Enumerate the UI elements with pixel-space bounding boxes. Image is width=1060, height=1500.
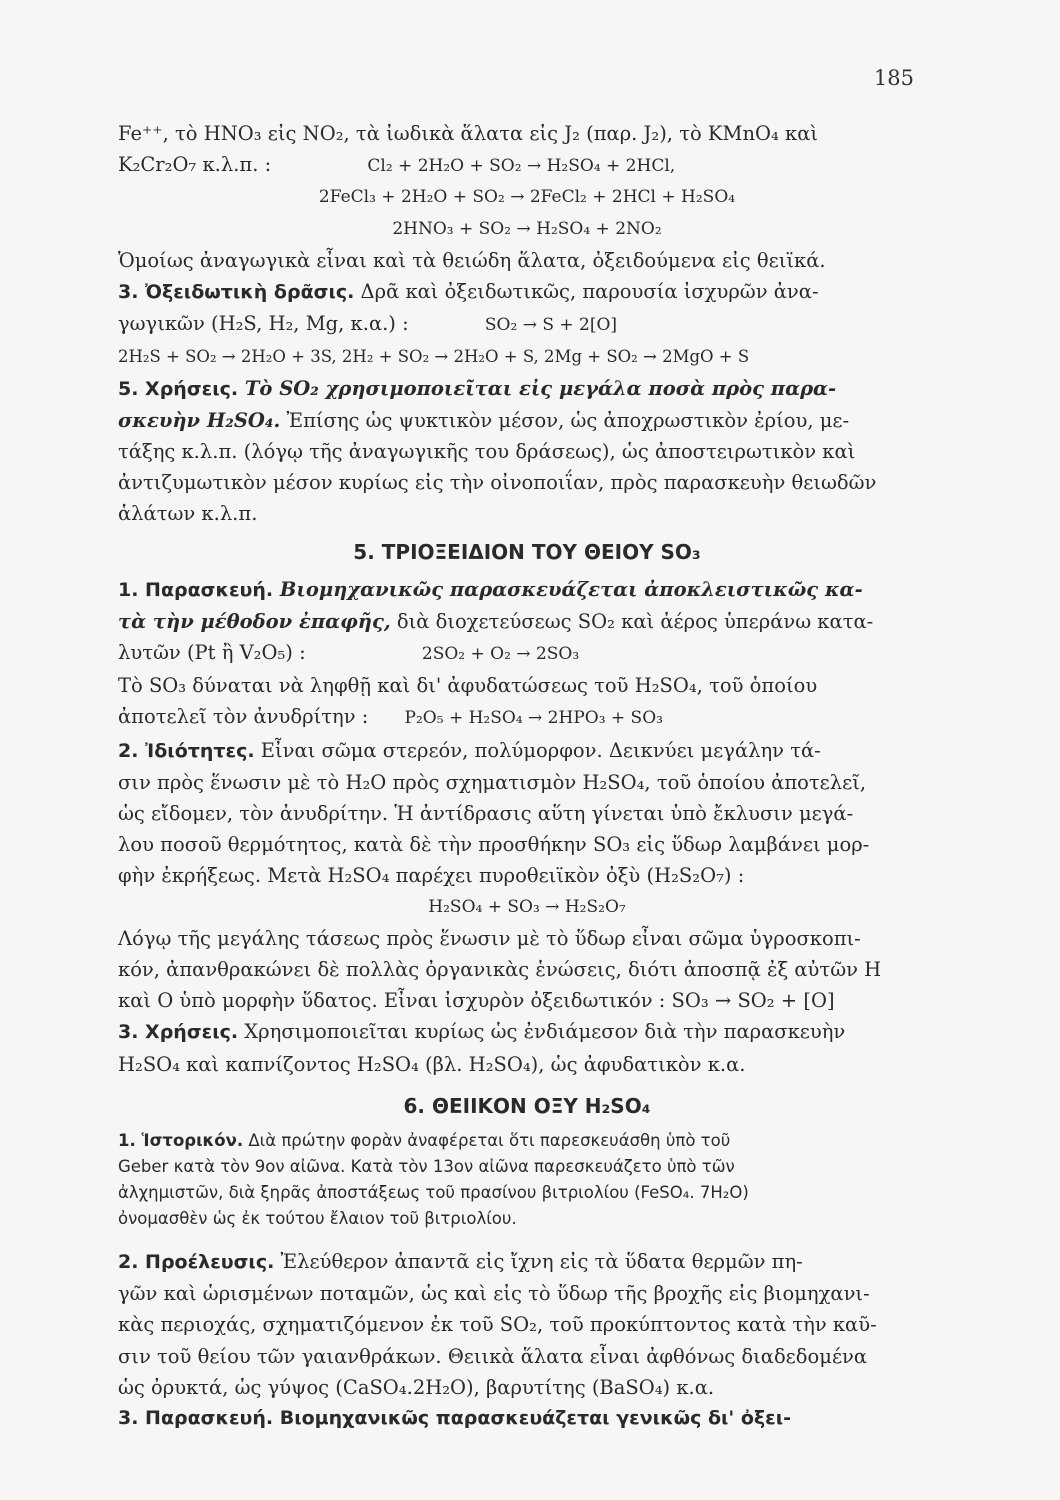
text-line [118, 574, 936, 606]
text-span: διὰ διοχετεύσεως SO₂ καὶ ἀέρος ὑπεράνω κατα- [390, 609, 874, 633]
text-line [118, 701, 936, 734]
equation: 2FeCl₃ + 2H₂O + SO₂ → 2FeCl₂ + 2HCl + H₂SO₄ [318, 187, 736, 208]
page-body [118, 118, 936, 1434]
text-span: γωγικῶν (H₂S, H₂, Mg, κ.α.) : [118, 312, 409, 336]
equation: SO₂ → S + 2[O] [484, 315, 618, 336]
text-span: K₂Cr₂O₇ κ.λ.π. : [118, 153, 272, 177]
spacer [118, 1232, 936, 1246]
text-span: Ἐπίσης ὡς ψυκτικὸν μέσον, ὡς ἀποχρωστικὸν ἐρίου, με- [280, 408, 850, 432]
text-line [118, 1128, 936, 1154]
text-line: ὡς ὀρυκτά, ὡς γύψος (CaSO₄.2H₂O), βαρυτίτης (BaSO₄) κ.α. [118, 1375, 715, 1399]
text-line: ἀντιζυμωτικὸν μέσον κυρίως εἰς τὴν οἰνοποιΐαν, πρὸς παρασκευὴν θειωδῶν [118, 471, 877, 495]
text-span: λυτῶν (Pt ἢ V₂O₅) : [118, 641, 306, 665]
text-line: σιν πρὸς ἕνωσιν μὲ τὸ H₂O πρὸς σχηματισμὸν H₂SO₄, τοῦ ὁποίου ἀποτελεῖ, [118, 770, 867, 794]
equation: 2HNO₃ + SO₂ → H₂SO₄ + 2NO₂ [392, 218, 662, 239]
page-number: 185 [873, 66, 914, 90]
equation: H₂SO₄ + SO₃ → H₂S₂O₇ [428, 896, 626, 917]
emphasis-text: τὰ τὴν μέθοδον ἐπαφῆς, [118, 609, 391, 633]
section-heading: 3. Παρασκευή. Βιομηχανικῶς παρασκευάζεται γενικῶς δι' ὀξει- [118, 1406, 791, 1429]
text-line: Ὁμοίως ἀναγωγικὰ εἶναι καὶ τὰ θειώδη ἅλατα, ὀξειδούμενα εἰς θειϊκά. [118, 248, 826, 272]
text-line: H₂SO₄ καὶ καπνίζοντος H₂SO₄ (βλ. H₂SO₄), ὡς ἀφυδατικὸν κ.α. [118, 1052, 746, 1076]
equation: 2SO₂ + O₂ → 2SO₃ [421, 644, 580, 665]
text-line: κόν, ἀπανθρακώνει δὲ πολλὰς ὀργανικὰς ἑνώσεις, διότι ἀποσπᾷ ἐξ αὐτῶν H [118, 958, 882, 982]
text-line: λου ποσοῦ θερμότητος, κατὰ δὲ τὴν προσθήκην SO₃ εἰς ὕδωρ λαμβάνει μορ- [118, 833, 870, 857]
emphasis-text: Βιομηχανικῶς παρασκευάζεται ἀποκλειστικῶς κα- [273, 577, 863, 601]
text-line: κὰς περιοχάς, σχηματιζόμενον ἐκ τοῦ SO₂, τοῦ προκύπτοντος κατὰ τὴν καῦ- [118, 1313, 877, 1337]
text-line: Geber κατὰ τὸν 9ον αἰῶνα. Κατὰ τὸν 13ον αἰῶνα παρεσκευάζετο ὑπὸ τῶν [118, 1156, 735, 1176]
equation-line: 2H₂S + SO₂ → 2H₂O + 3S, 2H₂ + SO₂ → 2H₂O + S, 2Mg + SO₂ → 2MgO + S [118, 347, 750, 367]
text-line [118, 1016, 936, 1048]
text-span: Δρᾶ καὶ ὀξειδωτικῶς, παρουσία ἰσχυρῶν ἀνα- [354, 280, 819, 304]
equation: Cl₂ + 2H₂O + SO₂ → H₂SO₄ + 2HCl, [367, 156, 676, 177]
text-line: γῶν καὶ ὡρισμένων ποταμῶν, ὡς καὶ εἰς τὸ ὕδωρ τῆς βροχῆς εἰς βιομηχανι- [118, 1282, 870, 1306]
section-heading: 2. Προέλευσις. [118, 1250, 275, 1273]
text-line: Fe⁺⁺, τὸ HNO₃ εἰς NO₂, τὰ ἰωδικὰ ἅλατα εἰς J₂ (παρ. J₂), τὸ KMnO₄ καὶ [118, 122, 819, 145]
text-line: ἀλχημιστῶν, διὰ ξηρᾶς ἀποστάξεως τοῦ πρασίνου βιτριολίου (FeSO₄. 7H₂O) [118, 1182, 749, 1202]
text-line [118, 735, 936, 767]
text-line [118, 637, 936, 670]
text-line: Λόγῳ τῆς μεγάλης τάσεως πρὸς ἕνωσιν μὲ τὸ ὕδωρ εἶναι σῶμα ὑγροσκοπι- [118, 926, 861, 950]
text-line [118, 1246, 936, 1278]
text-span: ἀποτελεῖ τὸν ἀνυδρίτην : [118, 705, 369, 729]
text-line [118, 405, 936, 436]
chapter-heading-so3: 5. ΤΡΙΟΞΕΙΔΙΟΝ ΤΟΥ ΘΕΙΟΥ SO₃ [353, 539, 701, 564]
text-span: Διὰ πρώτην φορὰν ἀναφέρεται ὅτι παρεσκευάσθη ὑπὸ τοῦ [243, 1130, 731, 1150]
text-line: ὀνομασθὲν ὡς ἐκ τούτου ἔλαιον τοῦ βιτριολίου. [118, 1208, 517, 1228]
section-heading: 2. Ἰδιότητες. [118, 739, 255, 762]
text-line: ἁλάτων κ.λ.π. [118, 502, 258, 526]
text-line: Τὸ SO₃ δύναται νὰ ληφθῇ καὶ δι' ἀφυδατώσεως τοῦ H₂SO₄, τοῦ ὁποίου [118, 674, 818, 698]
equation: P₂O₅ + H₂SO₄ → 2HPO₃ + SO₃ [404, 708, 663, 729]
text-line [118, 149, 936, 182]
section-heading: 1. Παρασκευή. [118, 578, 274, 601]
section-heading: 5. Χρήσεις. [118, 377, 239, 400]
chapter-heading-h2so4: 6. ΘΕΙΙΚΟΝ ΟΞΥ H₂SO₄ [403, 1093, 651, 1118]
text-line: σιν τοῦ θείου τῶν γαιανθράκων. Θειικὰ ἅλατα εἶναι ἀφθόνως διαδεδομένα [118, 1344, 868, 1368]
section-heading: 1. Ἱστορικόν. [118, 1130, 244, 1150]
text-line [118, 308, 936, 341]
text-line: τάξης κ.λ.π. (λόγῳ τῆς ἀναγωγικῆς του δράσεως), ὡς ἀποστειρωτικὸν καὶ [118, 440, 856, 464]
text-line: καὶ O ὑπὸ μορφὴν ὕδατος. Εἶναι ἰσχυρὸν ὀξειδωτικόν : SO₃ → SO₂ + [O] [118, 989, 835, 1013]
text-line [118, 606, 936, 637]
text-line: φὴν ἐκρήξεως. Μετὰ H₂SO₄ παρέχει πυροθειϊκὸν ὀξὺ (H₂S₂O₇) : [118, 864, 745, 888]
text-span: Ἐλεύθερον ἀπαντᾶ εἰς ἴχνη εἰς τὰ ὕδατα θερμῶν πη- [274, 1249, 803, 1273]
text-line [118, 373, 936, 405]
text-line [118, 276, 936, 308]
emphasis-text: Τὸ SO₂ χρησιμοποιεῖται εἰς μεγάλα ποσὰ πρὸς παρα- [238, 376, 837, 400]
text-line: ὡς εἴδομεν, τὸν ἀνυδρίτην. Ἡ ἀντίδρασις αὕτη γίνεται ὑπὸ ἔκλυσιν μεγά- [118, 802, 854, 826]
text-span: Εἶναι σῶμα στερεόν, πολύμορφον. Δεικνύει μεγάλην τά- [254, 738, 821, 762]
emphasis-text: σκευὴν H₂SO₄. [118, 408, 281, 432]
section-heading: 3. Ὀξειδωτικὴ δρᾶσις. [118, 281, 355, 304]
section-heading: 3. Χρήσεις. [118, 1021, 239, 1044]
text-span: Χρησιμοποιεῖται κυρίως ὡς ἐνδιάμεσον διὰ τὴν παρασκευὴν [238, 1020, 846, 1044]
